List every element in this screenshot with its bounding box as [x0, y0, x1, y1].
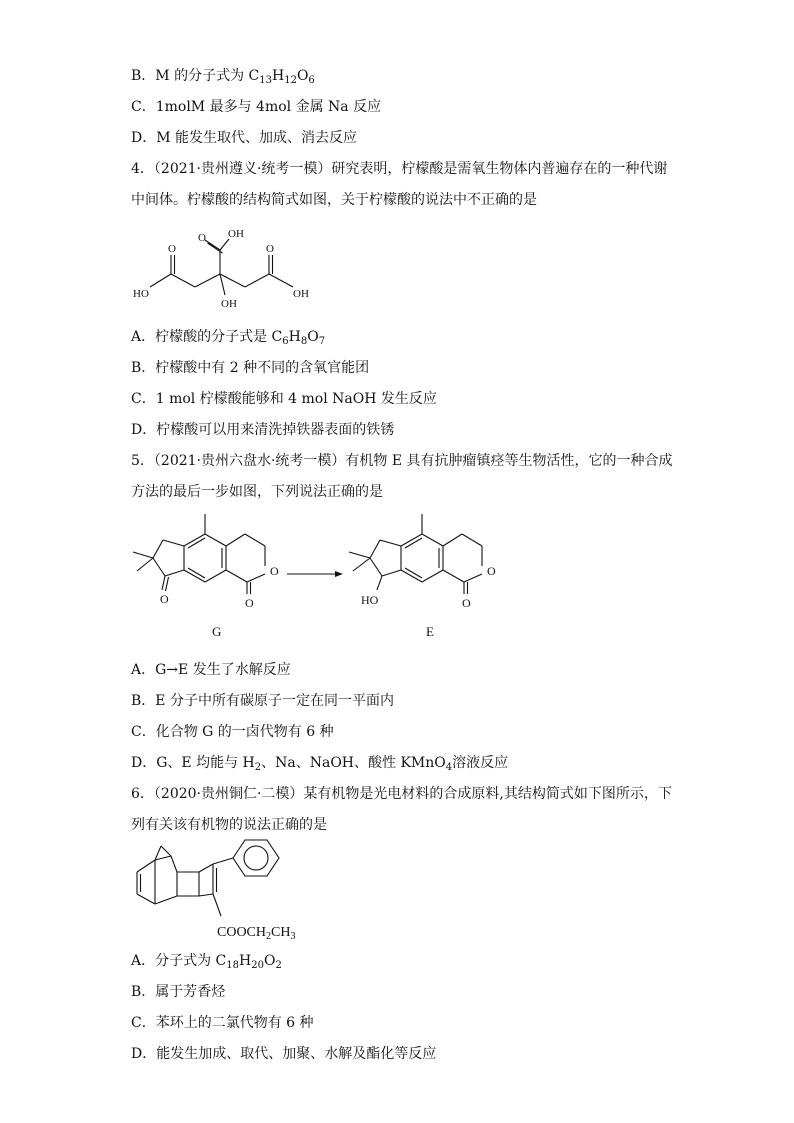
e-lactone-o: O	[462, 596, 471, 610]
q6-stem-line2: 列有关该有机物的说法正确的是	[131, 817, 327, 833]
q5-option-b: B．E 分子中所有碳原子一定在同一平面内	[131, 693, 394, 709]
q6-stem-line1: 6．（2020·贵州铜仁·二模）某有机物是光电材料的合成原料,其结构简式如下图所示，下	[131, 786, 672, 802]
q5-option-a: A．G→E 发生了水解反应	[131, 662, 291, 678]
q6-option-c: C．苯环上的二氯代物有 6 种	[131, 1015, 314, 1031]
reaction-scheme-g-to-e	[125, 508, 505, 643]
q3-option-b: B．M 的分子式为 $C_{13}H_{12}O_6$	[131, 68, 315, 86]
q5-stem-line2: 方法的最后一步如图，下列说法正确的是	[131, 484, 383, 500]
q5-option-d: D．G、E 均能与 $H_2$、Na、NaOH、酸性 KMnO$_4$溶液反应	[131, 755, 509, 773]
g-lactone-o: O	[245, 596, 254, 610]
ester-group-label: $COOCH_2CH_3$	[217, 925, 296, 942]
q3-option-c: C．1molM 最多与 4mol 金属 Na 反应	[131, 99, 382, 115]
g-ring-o: O	[270, 564, 279, 578]
q4-option-c: C．1 mol 柠檬酸能够和 4 mol NaOH 发生反应	[131, 391, 437, 407]
q5-option-c: C．化合物 G 的一卤代物有 6 种	[131, 724, 334, 740]
q4-stem-line2: 中间体。柠檬酸的结构简式如图，关于柠檬酸的说法中不正确的是	[131, 192, 537, 208]
q6-option-a: A．分子式为 $C_{18}H_{20}O_2$	[131, 953, 282, 971]
citric-oh-right: OH	[293, 288, 309, 300]
label-e: E	[426, 624, 434, 639]
q6-option-b: B．属于芳香烃	[131, 984, 226, 1000]
citric-oh-top: OH	[228, 228, 244, 240]
citric-o-top: O	[198, 232, 206, 244]
g-ketone-o: O	[160, 592, 169, 606]
q3-option-d: D．M 能发生取代、加成、消去反应	[131, 130, 358, 146]
organic-compound-structure	[125, 838, 325, 946]
citric-ho-left: HO	[133, 288, 149, 300]
citric-oh-middle: OH	[221, 298, 237, 310]
label-g: G	[212, 624, 222, 639]
citric-acid-structure	[125, 215, 325, 315]
q6-option-d: D．能发生加成、取代、加聚、水解及酯化等反应	[131, 1046, 437, 1062]
q4-option-a: A．柠檬酸的分子式是 $C_6H_8O_7$	[131, 329, 326, 347]
citric-o-right: O	[266, 243, 274, 255]
citric-o-left: O	[168, 243, 176, 255]
q4-option-b: B．柠檬酸中有 2 种不同的含氧官能团	[131, 360, 370, 376]
q5-stem-line1: 5．（2021·贵州六盘水·统考一模）有机物 E 具有抗肿瘤镇痉等生物活性，它的一种合成	[131, 453, 673, 469]
benzene-ring	[233, 840, 279, 876]
e-ring-o: O	[487, 564, 496, 578]
q4-stem-line1: 4．（2021·贵州遵义·统考一模）研究表明，柠檬酸是需氧生物体内普遍存在的一种代谢	[131, 161, 668, 177]
q4-option-d: D．柠檬酸可以用来清洗掉铁器表面的铁锈	[131, 422, 395, 438]
e-hydroxyl-ho: HO	[361, 593, 379, 607]
